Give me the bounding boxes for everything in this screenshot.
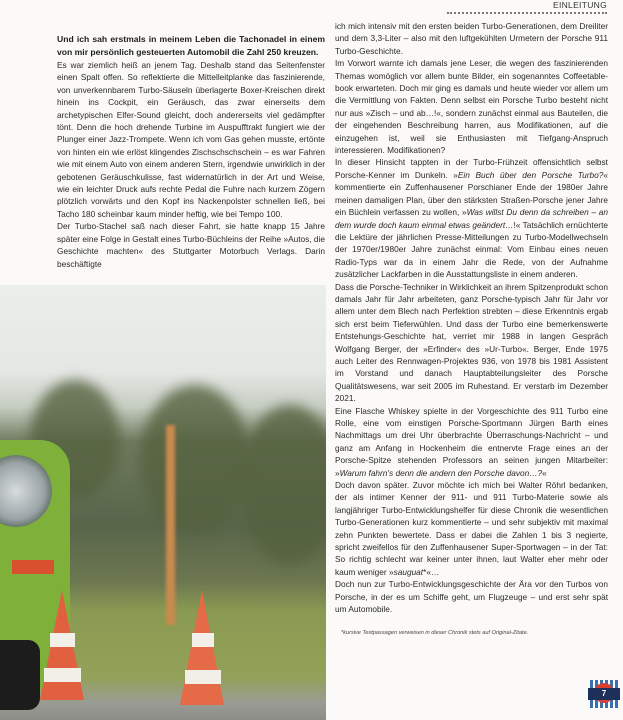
- indicator-light: [12, 560, 54, 574]
- lead-quote: Und ich sah erstmals in meinem Leben die Tachonadel in einem von mir persönlich gesteuerten Automobil die Zahl 250 kreuzen.: [57, 34, 325, 57]
- paragraph-text: In dieser Hinsicht tappten in der Turbo-Frühzeit offensichtlich selbst Porsche-Kenner im Dunkeln. »: [335, 157, 608, 180]
- paragraph-text: Eine Flasche Whiskey spielte in der Vorgeschichte des 911 Turbo eine Rolle, eine vom einstigen Porsche-Sportmann Jürgen Barth eines Nachmittags um drei Uhr überbrachte Überraschungs-Nachricht – und ganz am Anfang in Hockenheim die entnervte Frage eines an der Porsche-Spitze stehenden Professors an seinen jungen Mitarbeiter: »: [335, 405, 608, 478]
- paragraph-text: !« Tatsächlich ernüchterte die Lektüre der jährlichen Presse-Mitteilungen zu Turbo-Modellwechseln der 1970er/1980er Jahre zunächst einmal: Vom Einbau eines neuen Radio-Typs war da in einem Jahr die Rede, von der Aufnahme zusätzlicher Lackfarben in die Ausstattungsliste in einem anderen.: [335, 219, 608, 280]
- tree: [240, 405, 326, 565]
- tree: [140, 385, 250, 535]
- cone-stripe: [192, 633, 214, 647]
- cone-stripe: [50, 633, 75, 647]
- left-body: [57, 59, 325, 270]
- body-paragraph: [335, 479, 608, 578]
- dotted-divider: [447, 12, 607, 14]
- left-column: [57, 33, 325, 270]
- right-column: [335, 20, 608, 616]
- paragraph-text: «: [542, 467, 547, 478]
- italic-quote: Was willst Du denn da schreiben – an dem wurde doch kaum einmal etwas geändert…: [335, 207, 608, 230]
- body-paragraph: [335, 405, 608, 479]
- tire: [0, 640, 40, 710]
- paragraph-text: Doch davon später. Zuvor möchte ich mich bei Walter Röhrl bedanken, der als intimer Kenner der 911- und 911 Turbo-Materie sowie als langjähriger Turbo-Entwicklungshelfer für diese Chronik die wesentlichen Turbo-Generationen kurz kommentierte – und sehr subjektiv mit maximal zehn Punkten bewertete. Dass er dabei die Zahlen 1 bis 3 negierte, spricht zweifellos für den Zuffenhausener Super-Sportwagen – in der Tat: So richtig schlecht war keiner unter ihnen, laut Walter eher mehr oder kaum weniger »: [335, 480, 608, 577]
- cone-stripe: [185, 670, 221, 684]
- paragraph-text: Der Turbo-Stachel saß nach dieser Fahrt, sie hatte knapp 15 Jahre später eine Folge in Gestalt eines Turbo-Büchleins der Reihe »Autos, die Geschichte machten« des Stuttgarter Motorbuch Verlags. Darin beschäftigte: [57, 221, 325, 269]
- paragraph-text: Doch nun zur Turbo-Entwicklungsgeschichte der Ära vor den Turbos von Porsche, in der es um Schiffe geht, um Flugzeuge – und erst sehr spät um Automobile.: [335, 579, 608, 615]
- paragraph-text: ich mich intensiv mit den ersten beiden Turbo-Generationen, dem Dreiliter und dem 3,3-Liter – also mit den luftgekühlten Urmetern der Porsche 911 Turbo-Geschichte.: [335, 21, 608, 56]
- paragraph-text: « kommentierte ein Zuffenhausener Porschianer Ende der 1980er Jahre meinen damaligen Plan, über den stärksten Straßen-Porsche jener Jahre ein Büchlein verfassen zu wollen, »: [335, 169, 608, 218]
- paragraph-text: Im Vorwort warnte ich damals jene Leser, die wegen des faszinierenden Themas womöglich vor allem bunte Bilder, ein sogenanntes Coffeetable-book erwarteten. Doch mir ging es damals und heute wieder vor allem um die Vermittlung von Fakten. Denn selbst ein Porsche Turbo besteht nicht nur aus »Zisch – und ab…!«, sondern zunächst einmal aus Bauteilen, die der eingehenden Beschreibung harren, aus Modifikationen, auf die einzugehen ist, weil sie Enthusiasten mit Tiefgang-Anspruch interessieren. Modifikationen?: [335, 58, 608, 156]
- body-paragraph: [335, 281, 608, 405]
- photo-porsche-cones: [0, 285, 326, 720]
- body-paragraph: [335, 20, 608, 57]
- italic-quote: sauguat: [393, 566, 424, 577]
- body-paragraph: [57, 59, 325, 220]
- paragraph-text: *«…: [423, 566, 440, 577]
- body-paragraph: [57, 220, 325, 270]
- paragraph-text: Es war ziemlich heiß an jenem Tag. Deshalb stand das Seitenfenster einen Spalt offen. So reflektierte die Mittelleitplanke das faszinierende, von unverkennbarem Turbo-Säuseln überlagerte Boxer-Kreischen direkt hinein ins Cockpit, ein Geräusch, das zwar einerseits dem archetypischen Elfer-Sound gleicht, doch andererseits viel gedämpfter tönt. Denn die hoch drehende Turbine im Auspufftrakt fungiert wie der Plunger einer Jazz-Trompete. Wenn ich vom Gas gehen musste, ertönte von hinten ein wie erlöst klingendes Zischschschschein – es war Fahren wie mit einem Auto von einem anderen Stern, irgendwie unwirklich in der gebotenen Geräuschkulisse, fast widernatürlich in der Art und Weise, wie ein leichter Druck aufs rechte Pedal die Fuhre nach kurzem Zögern plötzlich vorwärts und den Kopf ins Nackenpolster schnellen ließ, bei Tacho 180 scheinbar kaum minder heftig, wie bei Tempo 100.: [57, 60, 325, 219]
- italic-quote: Ein Buch über den Porsche Turbo?: [457, 169, 604, 180]
- body-paragraph: [335, 156, 608, 280]
- page-number: 7: [588, 688, 620, 700]
- marker-pole: [166, 425, 175, 625]
- body-paragraph: [335, 57, 608, 156]
- paragraph-text: Dass die Porsche-Techniker in Wirklichkeit an ihrem Spitzenprodukt schon damals Jahr für Jahr arbeiteten, ganz Porsche-typisch Jahr für Jahr vor allem unter dem Blech nach Perfektion strebten – diese Erkenntnis ergab sich erst beim Tieferwühlen. Und dass der Turbo eine bemerkenswerte Entstehungs-Geschichte hat, verriet mir 1988 in langen Gespräch Wolfgang Berger, der »Erfinder« des »Ur-Turbo«. Berger, Ende 1975 auch Leiter des Rennwagen-Projektes 936, von 1978 bis 1981 Assistent im Vorstand und danach Hauptabteilungsleiter des Porsche Qualitätswesens, war seit 2005 im Ruhestand. Er verstarb im Dezember 2021.: [335, 281, 608, 404]
- footnote: *kursive Textpassagen verweisen in dieser Chronik stets auf Original-Zitate.: [341, 630, 529, 636]
- traffic-cone: [180, 590, 224, 705]
- running-header: [447, 0, 607, 14]
- cone-stripe: [44, 668, 81, 682]
- right-body: [335, 20, 608, 616]
- section-title: EINLEITUNG: [552, 0, 607, 10]
- body-paragraph: [335, 578, 608, 615]
- italic-quote: Warum fahrn's denn die andern den Porsche davon…?: [339, 467, 543, 478]
- page-number-badge: [590, 680, 618, 708]
